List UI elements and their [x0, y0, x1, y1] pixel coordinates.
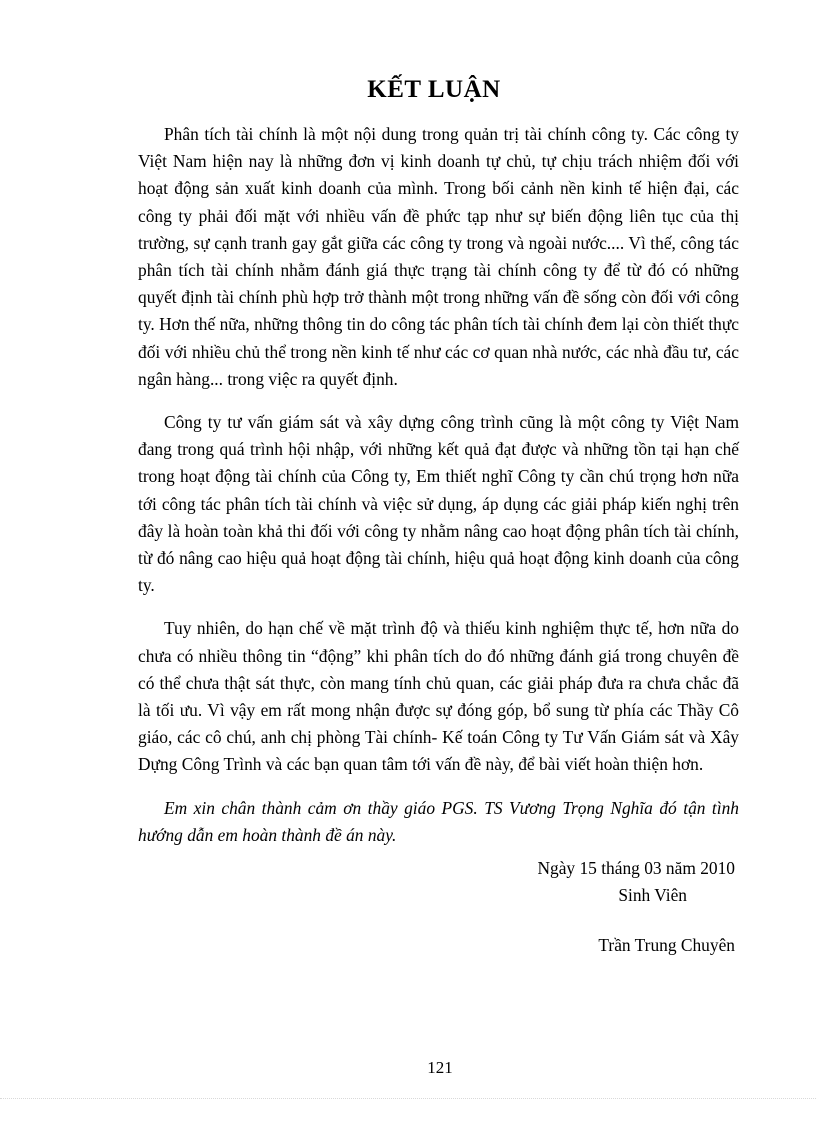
paragraph-intro: Phân tích tài chính là một nội dung trong quản trị tài chính công ty. Các công ty Việt Nam hiện nay là những đơn vị kinh doanh tự chủ, tự chịu trách nhiệm đối với hoạt động sản xuất kinh doanh của mình. Trong bối cảnh nền kinh tế hiện đại, các công ty phải đối mặt với nhiều vấn đề phức tạp như sự biến động liên tục của thị trường, sự cạnh tranh gay gắt giữa các công ty trong và ngoài nước.... Vì thế, công tác phân tích tài chính nhằm đánh giá thực trạng tài chính công ty để từ đó có những quyết định tài chính phù hợp trở thành một trong những vấn đề sống còn đối với công ty. Hơn thế nữa, những thông tin do công tác phân tích tài chính đem lại còn thiết thực đối với nhiều chủ thể trong nền kinh tế như các cơ quan nhà nước, các nhà đầu tư, các ngân hàng... trong việc ra quyết định. — [138, 124, 739, 389]
page-number: 121 — [427, 1058, 453, 1077]
signature-date: Ngày 15 tháng 03 năm 2010 — [537, 858, 735, 879]
paragraph-limitations: Tuy nhiên, do hạn chế về mặt trình độ và thiếu kinh nghiệm thực tế, hơn nữa do chưa có nhiều thông tin “động” khi phân tích do đó những đánh giá trong chuyên đề có thể chưa thật sát thực, còn mang tính chủ quan, các giải pháp đưa ra chưa chắc đã là tối ưu. Vì vậy em rất mong nhận được sự đóng góp, bổ sung từ phía các Thầy Cô giáo, các cô chú, anh chị phòng Tài chính- Kế toán Công ty Tư Vấn Giám sát và Xây Dựng Công Trình và các bạn quan tâm tới vấn đề này, để bài viết hoàn thiện hơn. — [138, 618, 739, 775]
signature-role: Sinh Viên — [618, 885, 687, 906]
signature-name: Trần Trung Chuyên — [598, 935, 735, 956]
page-bottom-divider — [0, 1098, 816, 1099]
document-body — [138, 121, 739, 960]
acknowledgement: Em xin chân thành cảm ơn thầy giáo PGS. TS Vương Trọng Nghĩa đó tận tình hướng dẫn em hoàn thành đề án này. — [138, 797, 739, 845]
page-title: KẾT LUẬN — [367, 76, 501, 103]
paragraph-company: Công ty tư vấn giám sát và xây dựng công trình cũng là một công ty Việt Nam đang trong quá trình hội nhập, với những kết quả đạt được và những tồn tại hạn chế trong hoạt động tài chính của Công ty, Em thiết nghĩ Công ty cần chú trọng hơn nữa tới công tác phân tích tài chính và việc sử dụng, áp dụng các giải pháp kiến nghị trên đây là hoàn toàn khả thi đối với công ty nhằm nâng cao hoạt động phân tích tài chính, từ đó nâng cao hiệu quả hoạt động tài chính, hiệu quả hoạt động kinh doanh của công ty. — [138, 412, 739, 596]
